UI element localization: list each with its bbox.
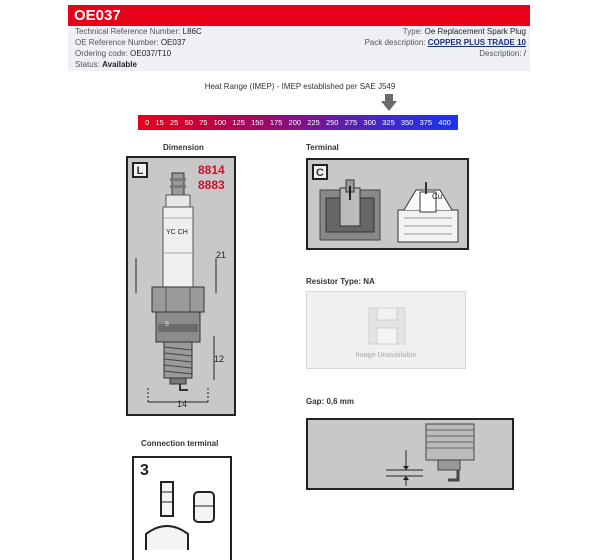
- heat-range-tick: 100: [213, 118, 227, 127]
- heat-range-tick: 0: [145, 118, 150, 127]
- heat-range-tick: 50: [184, 118, 193, 127]
- dimension-14: 14: [177, 399, 188, 409]
- header-bar: [68, 5, 530, 26]
- image-unavailable-icon: [367, 306, 407, 346]
- heat-range-tick: 125: [232, 118, 245, 127]
- plug-print-text: YC CH: [166, 229, 188, 236]
- heat-range-tick: 275: [344, 118, 358, 127]
- heat-range-tick: 250: [325, 118, 339, 127]
- terminal-diagram: [306, 158, 469, 250]
- heat-range-tick: 300: [363, 118, 376, 127]
- tech-ref-label: Technical Reference Number:: [75, 27, 181, 36]
- type-value: Oe Replacement Spark Plug: [424, 27, 526, 36]
- ordering-value: OE037/T10: [130, 49, 172, 58]
- status-value: Available: [102, 60, 137, 69]
- hex-print-text: 8: [165, 321, 169, 328]
- connection-tag: 3: [140, 462, 149, 479]
- image-unavailable-text: Image Unavailable: [355, 352, 417, 359]
- resistor-label: Resistor Type: NA: [306, 277, 375, 286]
- connection-diagram: [132, 456, 232, 560]
- gap-diagram: [306, 418, 514, 490]
- heat-range-tick: 400: [438, 118, 451, 127]
- page-title: OE037: [74, 7, 121, 24]
- heat-range-arrow-icon: [381, 94, 397, 111]
- gap-electrode-icon: [308, 420, 512, 488]
- heat-range-scale: [138, 115, 458, 130]
- resistor-image-placeholder: [306, 291, 466, 369]
- heat-range-tick: 325: [382, 118, 395, 127]
- dimension-tag: L: [132, 162, 148, 178]
- heat-range-title: Heat Range (IMEP) - IMEP established per SAE J549: [204, 82, 396, 91]
- heat-range-tick: 375: [419, 118, 433, 127]
- oe-ref-value: OE037: [160, 38, 186, 47]
- heat-range-tick: 350: [400, 118, 414, 127]
- heat-range-tick: 150: [251, 118, 264, 127]
- terminal-tag: C: [312, 164, 328, 180]
- terminal-label: Terminal: [306, 143, 339, 152]
- connection-terminal-icon: [134, 458, 230, 558]
- dimension-12: 12: [214, 354, 225, 364]
- dimension-label: Dimension: [163, 143, 204, 152]
- description-label: Description:: [479, 49, 522, 58]
- heat-range-tick: 25: [170, 118, 179, 127]
- type-label: Type:: [402, 27, 423, 36]
- status-label: Status:: [75, 60, 100, 69]
- dimension-diagram: [126, 156, 236, 416]
- oe-ref-label: OE Reference Number:: [75, 38, 159, 47]
- pack-description-link[interactable]: COPPER PLUS TRADE 10: [427, 38, 526, 47]
- heat-range-tick: 175: [269, 118, 283, 127]
- terminal-electrode-icon: [308, 160, 467, 248]
- heat-range-tick: 225: [307, 118, 320, 127]
- copper-label: Cu: [432, 192, 443, 201]
- pack-label: Pack description:: [364, 38, 426, 47]
- ordering-label: Ordering code:: [75, 49, 128, 58]
- heat-range-tick: 75: [199, 118, 208, 127]
- dimension-code-1: 8814: [198, 163, 225, 177]
- connection-label: Connection terminal: [141, 439, 219, 448]
- spark-plug-icon: [128, 158, 234, 414]
- heat-range-tick: 15: [155, 118, 164, 127]
- dimension-code-2: 8883: [198, 178, 225, 192]
- tech-ref-value: L86C: [182, 27, 202, 36]
- gap-label: Gap: 0,6 mm: [306, 397, 355, 406]
- info-panel: [68, 26, 530, 71]
- description-value: /: [523, 49, 526, 58]
- heat-range-tick: 200: [288, 118, 302, 127]
- dimension-21: 21: [216, 250, 227, 260]
